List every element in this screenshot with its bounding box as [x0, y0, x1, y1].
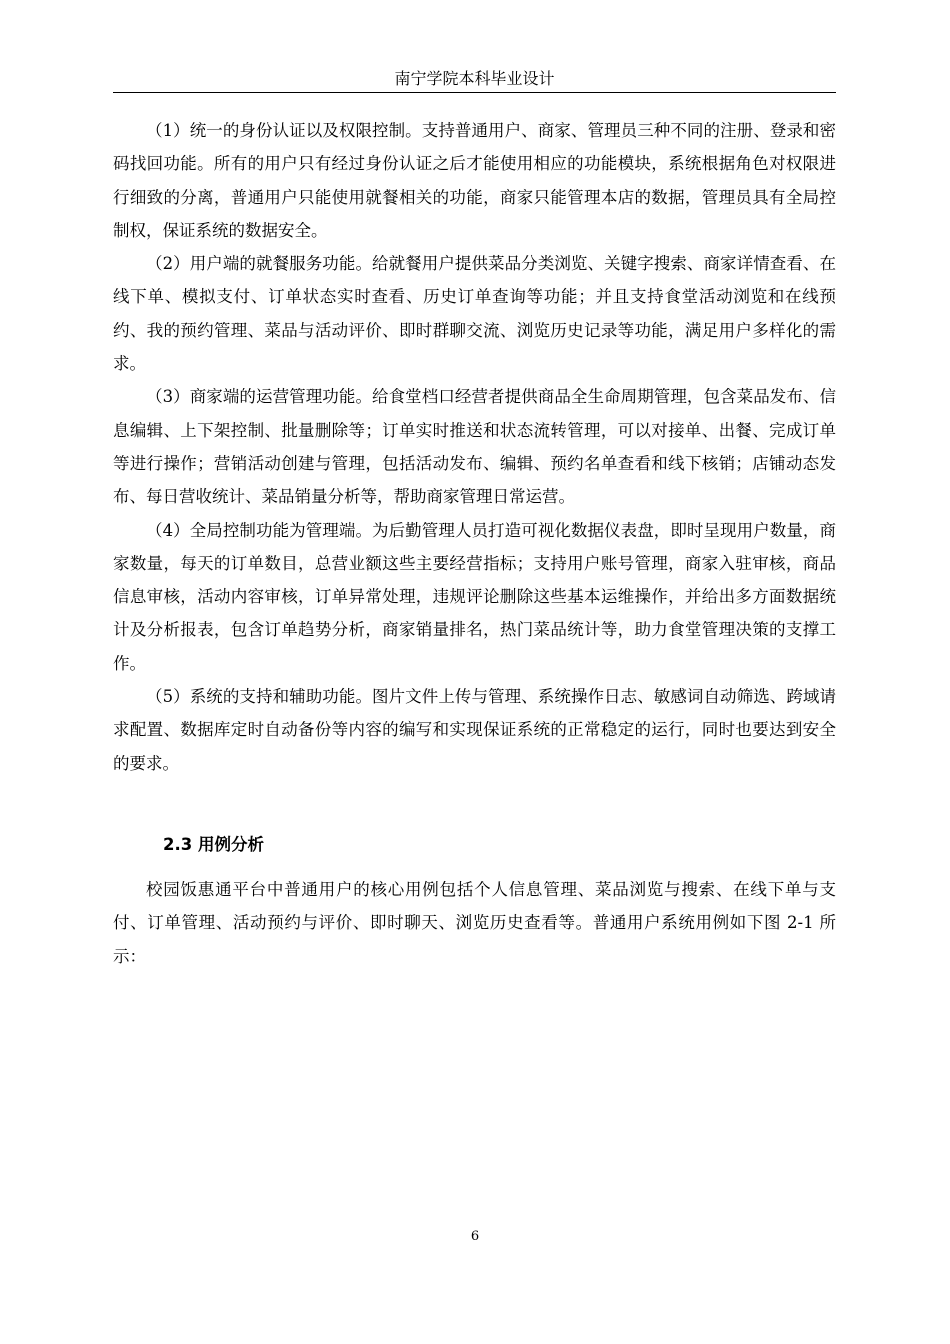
section-body-text	[113, 873, 836, 973]
paragraph-use-case-intro: 校园饭惠通平台中普通用户的核心用例包括个人信息管理、菜品浏览与搜索、在线下单与支付、订单管理、活动预约与评价、即时聊天、浏览历史查看等。普通用户系统用例如下图 2-1 所示：	[113, 880, 836, 966]
paragraph-merchant-services: （3）商家端的运营管理功能。给食堂档口经营者提供商品全生命周期管理，包含菜品发布、信息编辑、上下架控制、批量删除等；订单实时推送和状态流转管理，可以对接单、出餐、完成订单等进行操作；营销活动创建与管理，包括活动发布、编辑、预约名单查看和线下核销；店铺动态发布、每日营收统计、菜品销量分析等，帮助商家管理日常运营。	[113, 387, 836, 507]
paragraph-auth: （1）统一的身份认证以及权限控制。支持普通用户、商家、管理员三种不同的注册、登录和密码找回功能。所有的用户只有经过身份认证之后才能使用相应的功能模块，系统根据角色对权限进行细致的分离，普通用户只能使用就餐相关的功能，商家只能管理本店的数据，管理员具有全局控制权，保证系统的数据安全。	[113, 121, 836, 240]
paragraph-user-services: （2）用户端的就餐服务功能。给就餐用户提供菜品分类浏览、关键字搜索、商家详情查看、在线下单、模拟支付、订单状态实时查看、历史订单查询等功能；并且支持食堂活动浏览和在线预约、我的预约管理、菜品与活动评价、即时群聊交流、浏览历史记录等功能，满足用户多样化的需求。	[113, 254, 836, 374]
page-header: 南宁学院本科毕业设计	[394, 69, 555, 88]
header-divider	[113, 92, 836, 93]
body-text	[113, 114, 836, 780]
paragraph-support-functions: （5）系统的支持和辅助功能。图片文件上传与管理、系统操作日志、敏感词自动筛选、跨域请求配置、数据库定时自动备份等内容的编写和实现保证系统的正常稳定的运行，同时也要达到安全的要求。	[113, 687, 836, 773]
page-number: 6	[470, 1229, 480, 1244]
paragraph-admin-control: （4）全局控制功能为管理端。为后勤管理人员打造可视化数据仪表盘，即时呈现用户数量，商家数量，每天的订单数目，总营业额这些主要经营指标；支持用户账号管理，商家入驻审核，商品信息审核，活动内容审核，订单异常处理，违规评论删除这些基本运维操作，并给出多方面数据统计及分析报表，包含订单趋势分析，商家销量排名，热门菜品统计等，助力食堂管理决策的支撑工作。	[113, 520, 836, 673]
section-heading: 2.3 用例分析	[163, 835, 264, 854]
